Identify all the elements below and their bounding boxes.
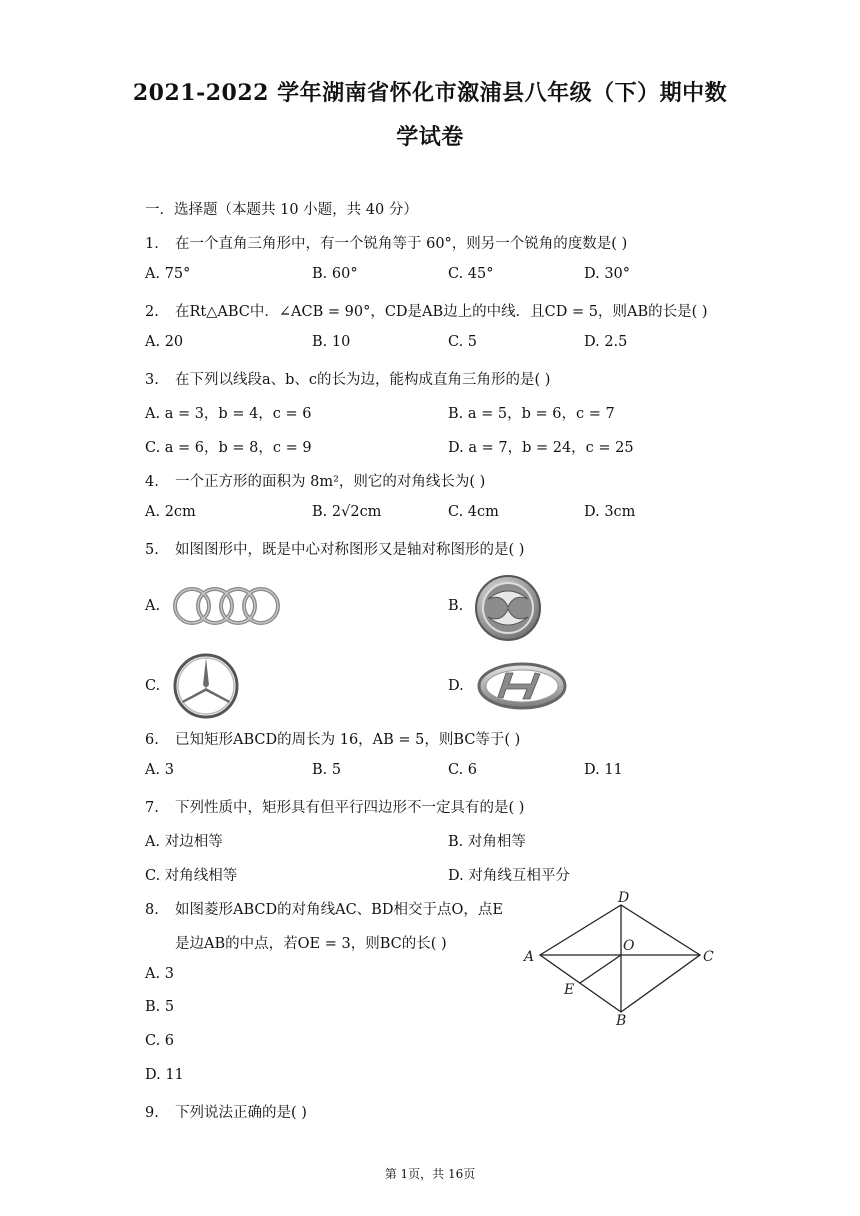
option-a: A. a = 3，b = 4，c = 6 [145, 406, 312, 422]
question-number: 6. [145, 732, 159, 748]
question-4 [145, 470, 485, 491]
question-5 [145, 538, 524, 559]
option-a: A. 对边相等 [145, 834, 223, 850]
option-a: A. 75° [145, 266, 191, 282]
question-number: 9. [145, 1105, 159, 1121]
question-text: 下列说法正确的是( ) [175, 1105, 307, 1121]
question-number: 2. [145, 304, 159, 320]
question-number: 8. [145, 902, 159, 918]
question-7 [145, 796, 524, 817]
question-text: 已知矩形ABCD的周长为 16，AB = 5，则BC等于( ) [175, 732, 521, 748]
question-2 [145, 300, 708, 321]
question-3 [145, 368, 550, 389]
question-text: 在下列以线段a、b、c的长为边，能构成直角三角形的是( ) [175, 372, 551, 388]
question-number: 4. [145, 474, 159, 490]
question-number: 5. [145, 542, 159, 558]
label-b: B [616, 1013, 627, 1025]
option-d: D. 2.5 [584, 334, 628, 350]
three-pointed-star-logo [172, 652, 240, 720]
option-c: C. 4cm [448, 504, 499, 520]
option-d: D. 11 [584, 762, 623, 778]
question-text: 如图菱形ABCD的对角线AC、BD相交于点O，点E [175, 902, 503, 918]
option-b: B. a = 5，b = 6，c = 7 [448, 406, 615, 422]
option-b: B. 5 [312, 762, 342, 778]
option-d: D. 30° [584, 266, 631, 282]
question-number: 3. [145, 372, 159, 388]
label-e: E [564, 982, 575, 998]
option-c: C. 对角线相等 [145, 868, 238, 884]
option-a: A. 20 [145, 334, 184, 350]
option-a: A. [145, 598, 161, 614]
option-d: D. a = 7，b = 24，c = 25 [448, 440, 634, 456]
option-a: A. 3 [145, 966, 174, 982]
section-heading: 一．选择题（本题共 10 小题，共 40 分） [145, 202, 418, 218]
option-d: D. 3cm [584, 504, 636, 520]
segment-oe [580, 955, 621, 983]
option-b: B. 5 [145, 999, 175, 1015]
option-b: B. 10 [312, 334, 351, 350]
label-c: C [703, 949, 714, 965]
option-c: C. 5 [448, 334, 478, 350]
label-o: O [623, 938, 635, 954]
question-1 [145, 232, 627, 253]
four-rings-logo [170, 583, 284, 629]
question-8-text-line2: 是边AB的中点，若OE = 3，则BC的长( ) [175, 936, 447, 952]
label-d: D [618, 890, 630, 906]
option-b: B. 60° [312, 266, 358, 282]
option-d: D. [448, 678, 464, 694]
question-text: 在一个直角三角形中，有一个锐角等于 60°，则另一个锐角的度数是( ) [175, 236, 628, 252]
option-c: C. 45° [448, 266, 494, 282]
option-c: C. a = 6，b = 8，c = 9 [145, 440, 312, 456]
option-c: C. 6 [145, 1033, 175, 1049]
question-8 [145, 898, 503, 919]
question-9 [145, 1101, 307, 1122]
oval-h-logo [476, 660, 568, 712]
option-b: B. 2√2cm [312, 504, 382, 520]
page-footer: 第 1页，共 16页 [384, 1167, 476, 1181]
question-number: 1. [145, 236, 159, 252]
question-text: 一个正方形的面积为 8m²，则它的对角线长为( ) [175, 474, 486, 490]
option-b: B. [448, 598, 464, 614]
doc-title-line1: 2021-2022 学年湖南省怀化市溆浦县八年级（下）期中数 [132, 80, 728, 106]
option-a: A. 2cm [145, 504, 196, 520]
option-c: C. [145, 678, 161, 694]
question-text: 如图图形中，既是中心对称图形又是轴对称图形的是( ) [175, 542, 525, 558]
rhombus-figure [518, 885, 718, 1025]
label-a: A [524, 949, 535, 965]
swirl-emblem-logo [474, 573, 542, 643]
question-text: 在Rt△ABC中．∠ACB = 90°，CD是AB边上的中线．且CD = 5，则AB的长是( ) [175, 304, 708, 320]
option-d: D. 11 [145, 1067, 184, 1083]
question-text: 下列性质中，矩形具有但平行四边形不一定具有的是( ) [175, 800, 525, 816]
question-6 [145, 728, 520, 749]
option-b: B. 对角相等 [448, 834, 526, 850]
option-a: A. 3 [145, 762, 174, 778]
option-d: D. 对角线互相平分 [448, 868, 570, 884]
option-c: C. 6 [448, 762, 478, 778]
question-number: 7. [145, 800, 159, 816]
doc-title-line2: 学试卷 [396, 124, 464, 150]
